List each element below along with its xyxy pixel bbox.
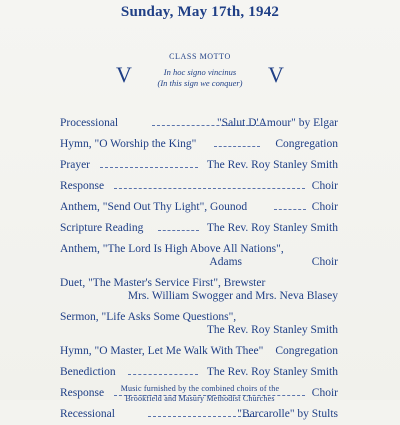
order-of-service xyxy=(60,113,338,425)
dotted-leader xyxy=(214,146,260,147)
program-item-recessional xyxy=(60,404,338,425)
program-item-title: Benediction xyxy=(60,366,116,378)
program-item-anthem-lord xyxy=(60,239,338,273)
program-item-performer: Congregation xyxy=(275,138,338,150)
class-motto-heading: CLASS MOTTO xyxy=(169,52,231,61)
program-item-title: Prayer xyxy=(60,159,91,171)
program-item-title: Anthem, "Send Out Thy Light", Gounod xyxy=(60,201,248,213)
music-credit-line-2: Brookfield and Masury Methodist Churches xyxy=(125,394,275,403)
program-item-performer: The Rev. Roy Stanley Smith xyxy=(206,222,338,234)
service-date: Sunday, May 17th, 1942 xyxy=(120,4,280,20)
music-credit-line-1: Music furnished by the combined choirs of the xyxy=(120,384,280,393)
program-item-performer: Choir xyxy=(311,256,338,268)
program-item-processional xyxy=(60,113,338,134)
program-item-anthem-send xyxy=(60,197,338,218)
program-item-sermon xyxy=(60,307,338,341)
program-item-performer: Mrs. William Swogger and Mrs. Neva Blasey xyxy=(127,290,338,302)
program-item-title: Hymn, "O Master, Let Me Walk With Thee" xyxy=(60,345,264,357)
motto-latin: In hoc signo vincinus xyxy=(163,67,237,77)
program-item-prayer xyxy=(60,155,338,176)
program-item-title: Anthem, "The Lord Is High Above All Nations", xyxy=(60,243,284,255)
program-item-benediction xyxy=(60,362,338,383)
program-item-title: Response xyxy=(60,387,105,399)
dotted-leader xyxy=(114,188,305,189)
program-item-scripture xyxy=(60,218,338,239)
program-item-performer: The Rev. Roy Stanley Smith xyxy=(206,324,338,336)
program-item-title: Recessional xyxy=(60,408,115,420)
program-item-performer: "Salut D'Amour" by Elgar xyxy=(216,117,338,129)
motto-right-letter: V xyxy=(268,62,284,87)
program-item-title: Hymn, "O Worship the King" xyxy=(60,138,197,150)
motto-english: (In this sign we conquer) xyxy=(157,78,243,88)
program-item-response xyxy=(60,176,338,197)
program-item-composer: Adams xyxy=(209,256,242,268)
program-item-title: Duet, "The Master's Service First", Brewster xyxy=(60,277,266,289)
dotted-leader xyxy=(274,209,306,210)
program-item-title: Sermon, "Life Asks Some Questions", xyxy=(60,311,237,323)
program-item-title: Processional xyxy=(60,117,119,129)
dotted-leader xyxy=(158,230,199,231)
program-item-performer: Choir xyxy=(311,180,338,192)
dotted-leader xyxy=(128,374,198,375)
program-item-title: Response xyxy=(60,180,105,192)
program-item-performer: Congregation xyxy=(275,345,338,357)
program-item-performer: Choir xyxy=(311,387,338,399)
program-item-hymn-master xyxy=(60,341,338,362)
program-item-performer: The Rev. Roy Stanley Smith xyxy=(206,159,338,171)
program-item-performer: Choir xyxy=(311,201,338,213)
dotted-leader xyxy=(100,167,198,168)
program-item-performer: "Barcarolle" by Stults xyxy=(237,408,338,420)
program-item-performer: The Rev. Roy Stanley Smith xyxy=(206,366,338,378)
program-item-duet xyxy=(60,273,338,307)
motto-left-letter: V xyxy=(116,62,132,87)
program-item-title: Scripture Reading xyxy=(60,222,144,234)
program-item-hymn-worship xyxy=(60,134,338,155)
